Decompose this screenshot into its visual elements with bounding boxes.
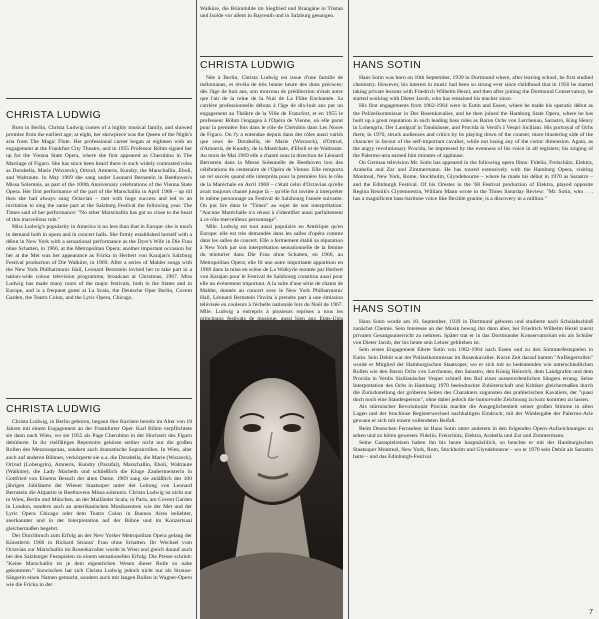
paragraph: Mlle. Ludwig est tout aussi populaire en Amérique qu'en Europe: elle est très demandée dans les salles d'opéra comme dans les salles de concert. Elle a fermement établi sa réputation à New York par son interprétation sensationnelle de la femme du teinturier dans Die Frau ohne Schatten, en 1966, au Metropolitan Opera; elle fit une autre importante apparition en 1969 dans la mise en scène de La Walkyrie montée par Herbert von Karajan pour le Festival de Salzbourg constitua aussi pour elle un événement important. A la suite d'une série de chants de Mahler, donnés au concert avec le New York Philharmonic Hall, Léonard Bernstein l'invita à prendre part à une émission télévisée en couleurs à l'échelle nationale lors du Noël de 1967. Mlle. Ludwig a entrepris à plusieurs reprises a tous les [200,224,343,316]
paragraph: On German television Mr. Sotin has appeared in the following opera films: Fidelio, Freischütz, Elektra, Arabella and Zar und Zimmermann. He has toured extensively with the Hamburg Opera, visiting Montreal, New York, Rome, Stockholm, Glyndebourne – where he made his début in 1970 as Sarastro – and the Edinburgh Festival. Of his Orestes in the '68 Festival production of Elektra, played opposite Regina Resnik's Clytemnestra, William Mann wrote in the Times Saturday Review: "Mr. Sotin, who . . . has a magnificent bass-baritone voice like flexible granite, is a discovery in a million." [353,160,593,202]
column-divider [348,0,349,619]
section-heading: CHRISTA LUDWIG [200,59,296,71]
divider [6,98,192,99]
hans-english-section [353,60,593,203]
section-heading: HANS SOTIN [353,59,422,71]
paragraph: Miss Ludwig's popularity in America is no less than that in Europe: she is much in demand both in opera and in concert halls. She firmly established herself with a début in New York with a sensational performance as the Dyer's Wife in Die Frau ohne Schatten, in 1966, at the Metropolitan Opera; another important occasion for her at the Met was her appearance as Fricka in Herbert von Karajan's Salzburg Festival production of Die Walküre, in 1969. After a series of Mahler songs with the New York Philharmonic Hall, Leonard Bernstein invited her to take part in a nation-wide colour television programme, broadcast at Christmas, 1967. Miss Ludwig has made many tours of the major festivals, both in the States and in Europe, and is a frequent guest at La Scala, the Deutsche Oper Berlin, Covent Garden, the Teatro Colon, and the Lyric Opera, Chicago. [6,224,192,302]
hans-german-section [353,304,593,461]
paragraph: Seine Gastspielreisen haben ihn bis heute hauptsächlich, so beuchte er mit der Hamburgischen Staatsoper Montreal, New York, Rom, Stockholm und Glyndebourne – wo er 1970 sein Debüt als Sarastro hatte – und das Edinburgh-Festival. [353,439,593,460]
paragraph: Der Durchbruch zum Erfolg an der New Yorker Metropolitan Opera gelang der Künstlerin 1966 in Richard Strauss' Frau ohne Schatten. Ihr Wechsel vom Octavian zur Marschallin im Rosenkavalier wurde in Wien und gleich darauf auch bei den Salzburger Festspielen zu einem sensationellen Erfolg. Die Presse schrieb: "Keine Marschallin ist je dem eigentlichen Wesen dieser Rolle so nahe gekommen." Inzwischen hat sich Christa Ludwig jedoch nicht nur als Strauss-Sängerin einen Namen gemacht, sondern auch mit langen Rollen in Wagner-Opern wie die Fricka in der [6,532,192,589]
paragraph: Hans Sotin was born on 10th September, 1939 in Dortmund where, after leaving school, he first studied chemistry. However, his interest in music had been so strong ever since childhood that in 1956 he started taking private lessons with Friedrich Wilhelm Hezel, and then after joining the Dortmund Conservatory, he started working with Dieter Jacob, who has remained his teacher since. [353,75,593,103]
divider [6,398,192,399]
page-number: 7 [589,609,593,616]
christa-french-section [200,60,343,345]
section-heading: CHRISTA LUDWIG [6,403,102,415]
portrait-illustration [200,320,343,619]
divider [200,56,343,57]
top-middle-continuation [200,6,343,20]
paragraph: Als stürmischer Revolutionär Procida machte die Ausgeglichenheit seiner großen Stimme in allen Lagen und der bruchlose Registerwechsel nachhaltigen Eindruck; mit der Wiedergabe der Palermo-Arie gewann er sich mit einem vollendeten Beifall. [353,404,593,425]
paragraph: Beim Deutschen Fernsehen ist Hans Sotin unter anderem in den folgenden Opern-Aufzeichnungen zu sehen und zu hören gewesen: Fidelio, Freischütz, Elektra, Arabella und Zar und Zimmermann. [353,425,593,439]
paragraph: His first engagements from 1962-1964 were in Eutin and Essen, where he made his operatic début as the Polizeikommissar in Der Rosenkavalier, and he then joined the Hamburg State Opera, where he has built up a great reputation in such leading bass roles as Baron Ochs von Lerchenau, Sarastro, King Henry in Lohengrin, Der Landgraf in Tannhäuser, and Procida in Verdi's I Vespri Siciliani. His portrayal of Ochs there, in 1970, struck audiences and critics by its playing down of the coarser, more blustering side of the character in favour of the self-important cavalier, while not losing any of the comic dimension. Again, as the angry revolutionary Procida, he impressed by the evenness of his voice in all registers; his singing of the Palermo-aria earned him minutes of applause. [353,103,593,160]
paragraph: Christa Ludwig, in Berlin geboren, begann ihre Karriere bereits im Alter von 18 Jahren mit einem Engagement an der Frankfurter Oper. Karl Böhm verpflichtete sie dann nach Wien, wo sie 1955 als Page Cherubino in der Hochzeit des Figaro debütierte. In ihr vielfältiges Repertoire gehören seither nicht nur die großen Rollen des Mezzosoprans, sondern auch dramatische Sopranrollen. In Wien, aber auch auf anderen Bühnen, verkörperte sie u.a. die Dorabella, die Marie (Wozzeck), Ortrud (Lohengrin), Amneris, Kundry (Parsifal), Marschallin, Eboli, Waltraute (Walküre), die Lady Macbeth und schließlich die Kluge Zaubermeisterin in Gottfried von Einems Besuch der alten Dame. 1969 sang sie anläßlich des 100 jährigen Jubiläums der Wiener Staatsoper unter der Leitung von Leonard Bernstein die Altpartie in Beethovens Missa solemnis. Christa Ludwig ist nicht nur in Wien, Berlin und München, an der Mailänder Scala, in Paris, am Covent Garden in London, sondern auch an amerikanischen Musikzentren wie der Met und der Lyric Opera Chicago oder dem Teatro Colon in Buenos Aires beliebter, anerkannter und in der Interpretation auf der Bühne und im Konzertsaal gleichermaßen begehrt. [6,419,192,532]
section-heading: HANS SOTIN [353,303,422,315]
portrait-photo [200,320,343,619]
continuation-text: Walküre, die Brünnhilde im Siegfried und Brangäne in Tristan und Isolde vor allem in Bayreuth und in Salzburg gesungen. [200,6,343,20]
paragraph: Sein erstes Engagement führte Sotin von 1962-1964 nach Essen und zu den Sommerfestspielen in Eutin. Sein Debüt war der Polizeikommissar im Rosenkavalier. Kurze Zeit darauf kamen "Anfängerrollen" wurde er Mitglied der Hamburgischen Staatsoper, wo er sich mit so bedeutenden wie unterschiedlichen Rollen wie den Baron Ochs von Lerchenau, den Sarastro, den König Heinrich, dem Landgrafen und dem Procida in Verdis Sizilianischer Vesper schnell den Ruf eines ausserordentlichen Sängers errang. Seine Interpretation des Ochs in Hamburg 1970 beeindruckte Zuhörerschaft und Kritiker gleichermaßen durch die Zurückstellung der gröberen Seiten des Charakters zugunsten des prahlerischen Kavaliers, der "quasi doch noch eine Standesperson", ohne dabei jedoch die humorvolle Zeichnung zu kurz kommen zu lassen. [353,347,593,404]
paragraph: Born in Berlin, Christa Ludwig comes of a highly musical family, and showed promise from the earliest age; at eight, her showpiece was the Queen of the Night's aria from The Magic Flute. Her professional career began at eighteen with an engagement at the Frankfurt City Theatre, and in 1955 Professor Böhm signed her up for the Vienna State Opera, where she first appeared as Cherubino in The Marriage of Figaro. She has since been heard there in such widely contrasted roles as Dorabella, Marie (Wozzeck), Ortrud, Amneris, Kundry, the Marschallin, Eboli, and Waltraute. In May 1969 she sang under Leonard Bernstein in Beethoven's Missa Solemnis, as part of the 100th Anniversary celebrations of the Vienna State Opera. Her first performance of the part of the Marschallin in April 1968 – up till then she had always sung Octavian – met with huge success and led to an invitation to sing the same part at the Salzburg Festival the following year. The Times said of her performance: "No other Marschallin has got so close to the heart of this marvellous role." [6,125,192,224]
paragraph: Hans Sotin wurde am 10. September, 1939 in Dortmund geboren und studierte nach Schulabschluß zunächst Chemie. Sein Interesse an der Musik bewog ihn dann aber, bei Friedrich Wilhelm Hezel zuerst privaten Gesangsunterricht zu nehmen. Später trat er in das Dortmunder Konservatorium ein als Schüler von Dieter Jacob, der bis heute sein Lehrer geblieben ist. [353,319,593,347]
paragraph: Née à Berlin, Christa Ludwig est issue d'une famille de mélomanes, et révéla de très bonne heure des dons précoces: dès l'âge de huit ans, son morceau de prédilection n'était autre que l'air de la reine de la Nuit de La Flûte Enchantée. Sa carrière professionnelle débuta à l'âge de dix-huit ans par un engagement au Théâtre de la Ville de Francfort, et en 1955 le professeur Böhm l'engagea à l'Opéra de Vienne, où elle parut pour la première fois dans le rôle de Chérubin dans Les Noces de Figaro. On l'y a entendue depuis dans des rôles aussi variés que ceux de Dorabella, de Marie (Wozzeck), d'Ortrud, d'Amneris, de Kundry, de la Maréchale, d'Eboli et de Waltraute. Au mois de Mai 1969 elle a chanté sous la direction de Léonard Bernstein dans la Messe Solennelle de Beethoven lors des célébrations du centenaire de l'Opéra de Vienne. Elle remporta un tel succès quand elle interpréta pour la première fois le rôle de la Maréchale en Avril 1968 – c'était celui d'Octavian qu'elle avait toujours chanté jusque là – qu'elle fut invitée à interpréter le même personnage au Festival de Salzbourg l'année suivante. On put lire dans le "Times" au sujet de son interprétation: "Aucune Maréchalle n'a réussi à s'identifier aussi parfaitement à ce rôle merveilleux personnage". [200,75,343,223]
divider [353,300,593,301]
section-heading: CHRISTA LUDWIG [6,109,102,121]
divider [353,56,593,57]
christa-german-section [6,404,192,589]
christa-english-section [6,102,192,302]
column-divider [196,0,197,619]
